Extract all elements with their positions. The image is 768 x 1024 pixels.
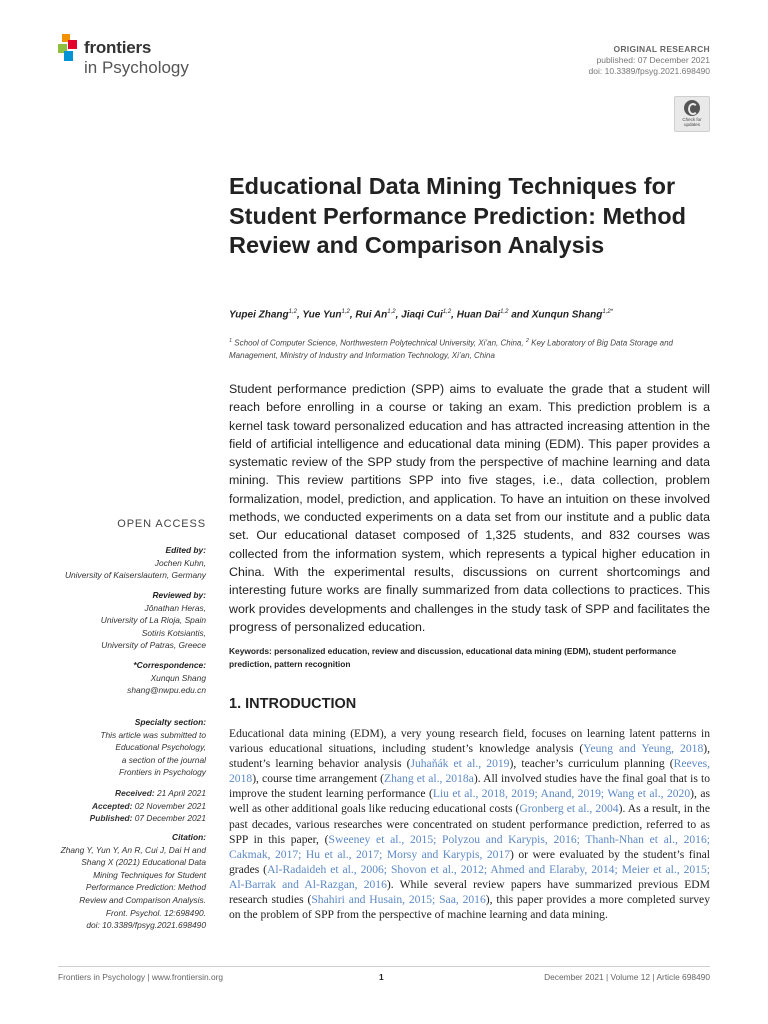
citation-link[interactable]: Zhang et al., 2018a — [384, 772, 474, 786]
correspondence-email[interactable]: shang@nwpu.edu.cn — [127, 685, 206, 696]
check-updates-label: Check for — [682, 117, 702, 122]
frontiers-logo-icon — [58, 34, 80, 62]
author-name[interactable]: Rui An — [355, 309, 388, 321]
citation-doi[interactable]: doi: 10.3389/fpsyg.2021.698490 — [86, 920, 206, 931]
body-text: ). While several review papers have summarized previous EDM research studies ( — [229, 877, 710, 907]
author-affiliation-marker: 1,2* — [602, 309, 613, 315]
journal-logo-name: frontiers — [84, 38, 152, 57]
author-name[interactable]: Jiaqi Cui — [401, 309, 443, 321]
citation-link[interactable]: Al-Radaideh et al., 2006; Shovon et al., 2012; Ahmed and Elaraby, 2014; Meier et al., 2015; Al-Barrak and Al-Razgan, 2016 — [229, 862, 710, 891]
footer-issue-info: December 2021 | Volume 12 | Article 698490 — [544, 972, 710, 982]
correspondence-section: *Correspondence: Xunqun Shang shang@nwpu.edu.cn — [36, 659, 206, 697]
body-text: ), teacher’s curriculum planning ( — [509, 757, 674, 771]
citation-link[interactable]: Gronberg et al., 2004 — [519, 802, 619, 816]
author-affiliation-marker: 1,2 — [387, 309, 396, 315]
reviewed-by-section: Reviewed by: Jônathan Heras, University of La Rioja, Spain Sotiris Kotsiantis, University of Patras, Greece — [100, 590, 206, 651]
author-name[interactable]: Xunqun Shang — [531, 309, 603, 321]
abstract: Student performance prediction (SPP) aims to evaluate the grade that a student will reach before enrolling in a course or taking an exam. This prediction problem is a kernel task toward personalized education and has attracted increasing attention in the field of artificial intelligence and educational data mining (EDM). This paper provides a systematic review of the SPP study from the perspective of machine learning and data mining. This review partitions SPP into five stages, i.e., data collection, problem formalization, model, prediction, and application. To have an intuition on these involved methods, we conducted experiments on a data set from our institute and a public data set. Our educational dataset composed of 1,325 students, and 832 courses was collected from the information system, which represents a typical higher education in China. With the experimental results, discussions on current shortcomings and interesting future works are finally summarized from data collections to practices. This work provides developments and challenges in the study task of SPP and facilitates the progress of personalized education. — [229, 382, 710, 634]
open-access-label: OPEN ACCESS — [117, 518, 206, 530]
body-text: ). All involved studies have the final goal that is to improve the student learning performance ( — [229, 772, 710, 801]
page-number: 1 — [379, 972, 384, 982]
dates-section: Received: 21 April 2021 Accepted: 02 November 2021 Published: 07 December 2021 — [89, 788, 206, 824]
keywords: Keywords: personalized education, review and discussion, educational data mining (EDM), student performance prediction, pattern recognition — [229, 646, 677, 669]
body-text: ), this paper provides a more completed survey on the problem of SPP from the perspective of machine learning and data mining. — [229, 893, 710, 922]
author-list: Yupei Zhang$^{1,2}$, Yue Yun$^{1,2}$, Rui An$^{1,2}$, Jiaqi Cui$^{1,2}$, Huan Dai$^{1,2}$ and Xunqun Shang$^{1,2*}$ — [229, 309, 613, 321]
author-name[interactable]: Huan Dai — [456, 309, 501, 321]
specialty-section: Specialty section: This article was submitted to Educational Psychology, a section of the journal Frontiers in Psychology — [100, 717, 206, 778]
edited-by-section: Edited by: Jochen Kuhn, University of Kaiserslautern, Germany — [64, 545, 206, 581]
article-meta — [589, 44, 710, 77]
body-text: ). As a result, in the past decades, various researches were concentrated on student performance prediction, referred to as SPP in this paper, ( — [229, 802, 710, 846]
author-affiliation-marker: 1,2 — [442, 309, 452, 315]
body-text: ), as well as other additional goals like reducing educational costs ( — [229, 787, 710, 816]
section-heading-introduction: 1. INTRODUCTION — [229, 696, 357, 712]
citation-link[interactable]: Juhaňák et al., 2019 — [410, 757, 510, 771]
journal-logo-subtitle: in Psychology — [84, 58, 189, 77]
citation-section: Citation: Zhang Y, Yun Y, An R, Cui J, Dai H and Shang X (2021) Educational Data Mining Techniques for Student Performance Prediction: Method Review and Comparison Analysis. Front. Psychol. 12:698490. doi: 10.3389/fpsyg.2021.698490 — [36, 831, 206, 932]
affiliations: $^1$ School of Computer Science, Northwestern Polytechnical University, Xi’an, China, $^2$ Key Laboratory of Big Data Storage and Management, Ministry of Industry and Information Technology, Xi’an, China — [229, 338, 673, 360]
citation-link[interactable]: Reeves, 2018 — [229, 757, 711, 786]
check-for-updates-button[interactable] — [674, 96, 710, 132]
published-date: published: 07 December 2021 — [596, 55, 710, 65]
footer-divider — [58, 966, 710, 967]
citation-link[interactable]: Liu et al., 2018, 2019; Anand, 2019; Wang et al., 2020 — [432, 787, 691, 801]
body-text: ), course time arrangement ( — [252, 772, 385, 786]
citation-link[interactable]: Sweeney et al., 2015; Polyzou and Karypis, 2016; Thanh-Nhan et al., 2016; Cakmak, 2017; Hu et al., 2017; Morsy and Karypis, 2017 — [229, 832, 710, 861]
author-name[interactable]: Yupei Zhang — [229, 309, 289, 321]
article-title: Educational Data Mining Techniques for Student Performance Prediction: Method Review and Comparison Analysis — [229, 173, 686, 258]
body-text: ), student’s learning behavior analysis ( — [229, 742, 711, 771]
author-name[interactable]: Yue Yun — [302, 309, 342, 321]
article-doi[interactable]: doi: 10.3389/fpsyg.2021.698490 — [588, 66, 710, 76]
check-updates-label-2: updates — [683, 122, 700, 127]
check-updates-icon — [684, 100, 700, 116]
body-text: ) or were evaluated by the student’s final grades ( — [229, 847, 710, 876]
citation-link[interactable]: Yeung and Yeung, 2018 — [583, 742, 704, 756]
author-affiliation-marker: 1,2 — [341, 309, 350, 315]
author-affiliation-marker: 1,2 — [500, 309, 509, 315]
article-type: ORIGINAL RESEARCH — [613, 44, 710, 54]
body-text: Educational data mining (EDM), a very young research field, focuses on learning latent patterns in various educational situations, including student’s knowledge analysis ( — [229, 727, 710, 756]
citation-link[interactable]: Shahiri and Husain, 2015; Saa, 2016 — [311, 893, 486, 907]
introduction-paragraph — [229, 726, 710, 922]
author-affiliation-marker: 1,2 — [288, 309, 297, 315]
footer-journal-link[interactable]: Frontiers in Psychology | www.frontiersin.org — [58, 972, 224, 982]
